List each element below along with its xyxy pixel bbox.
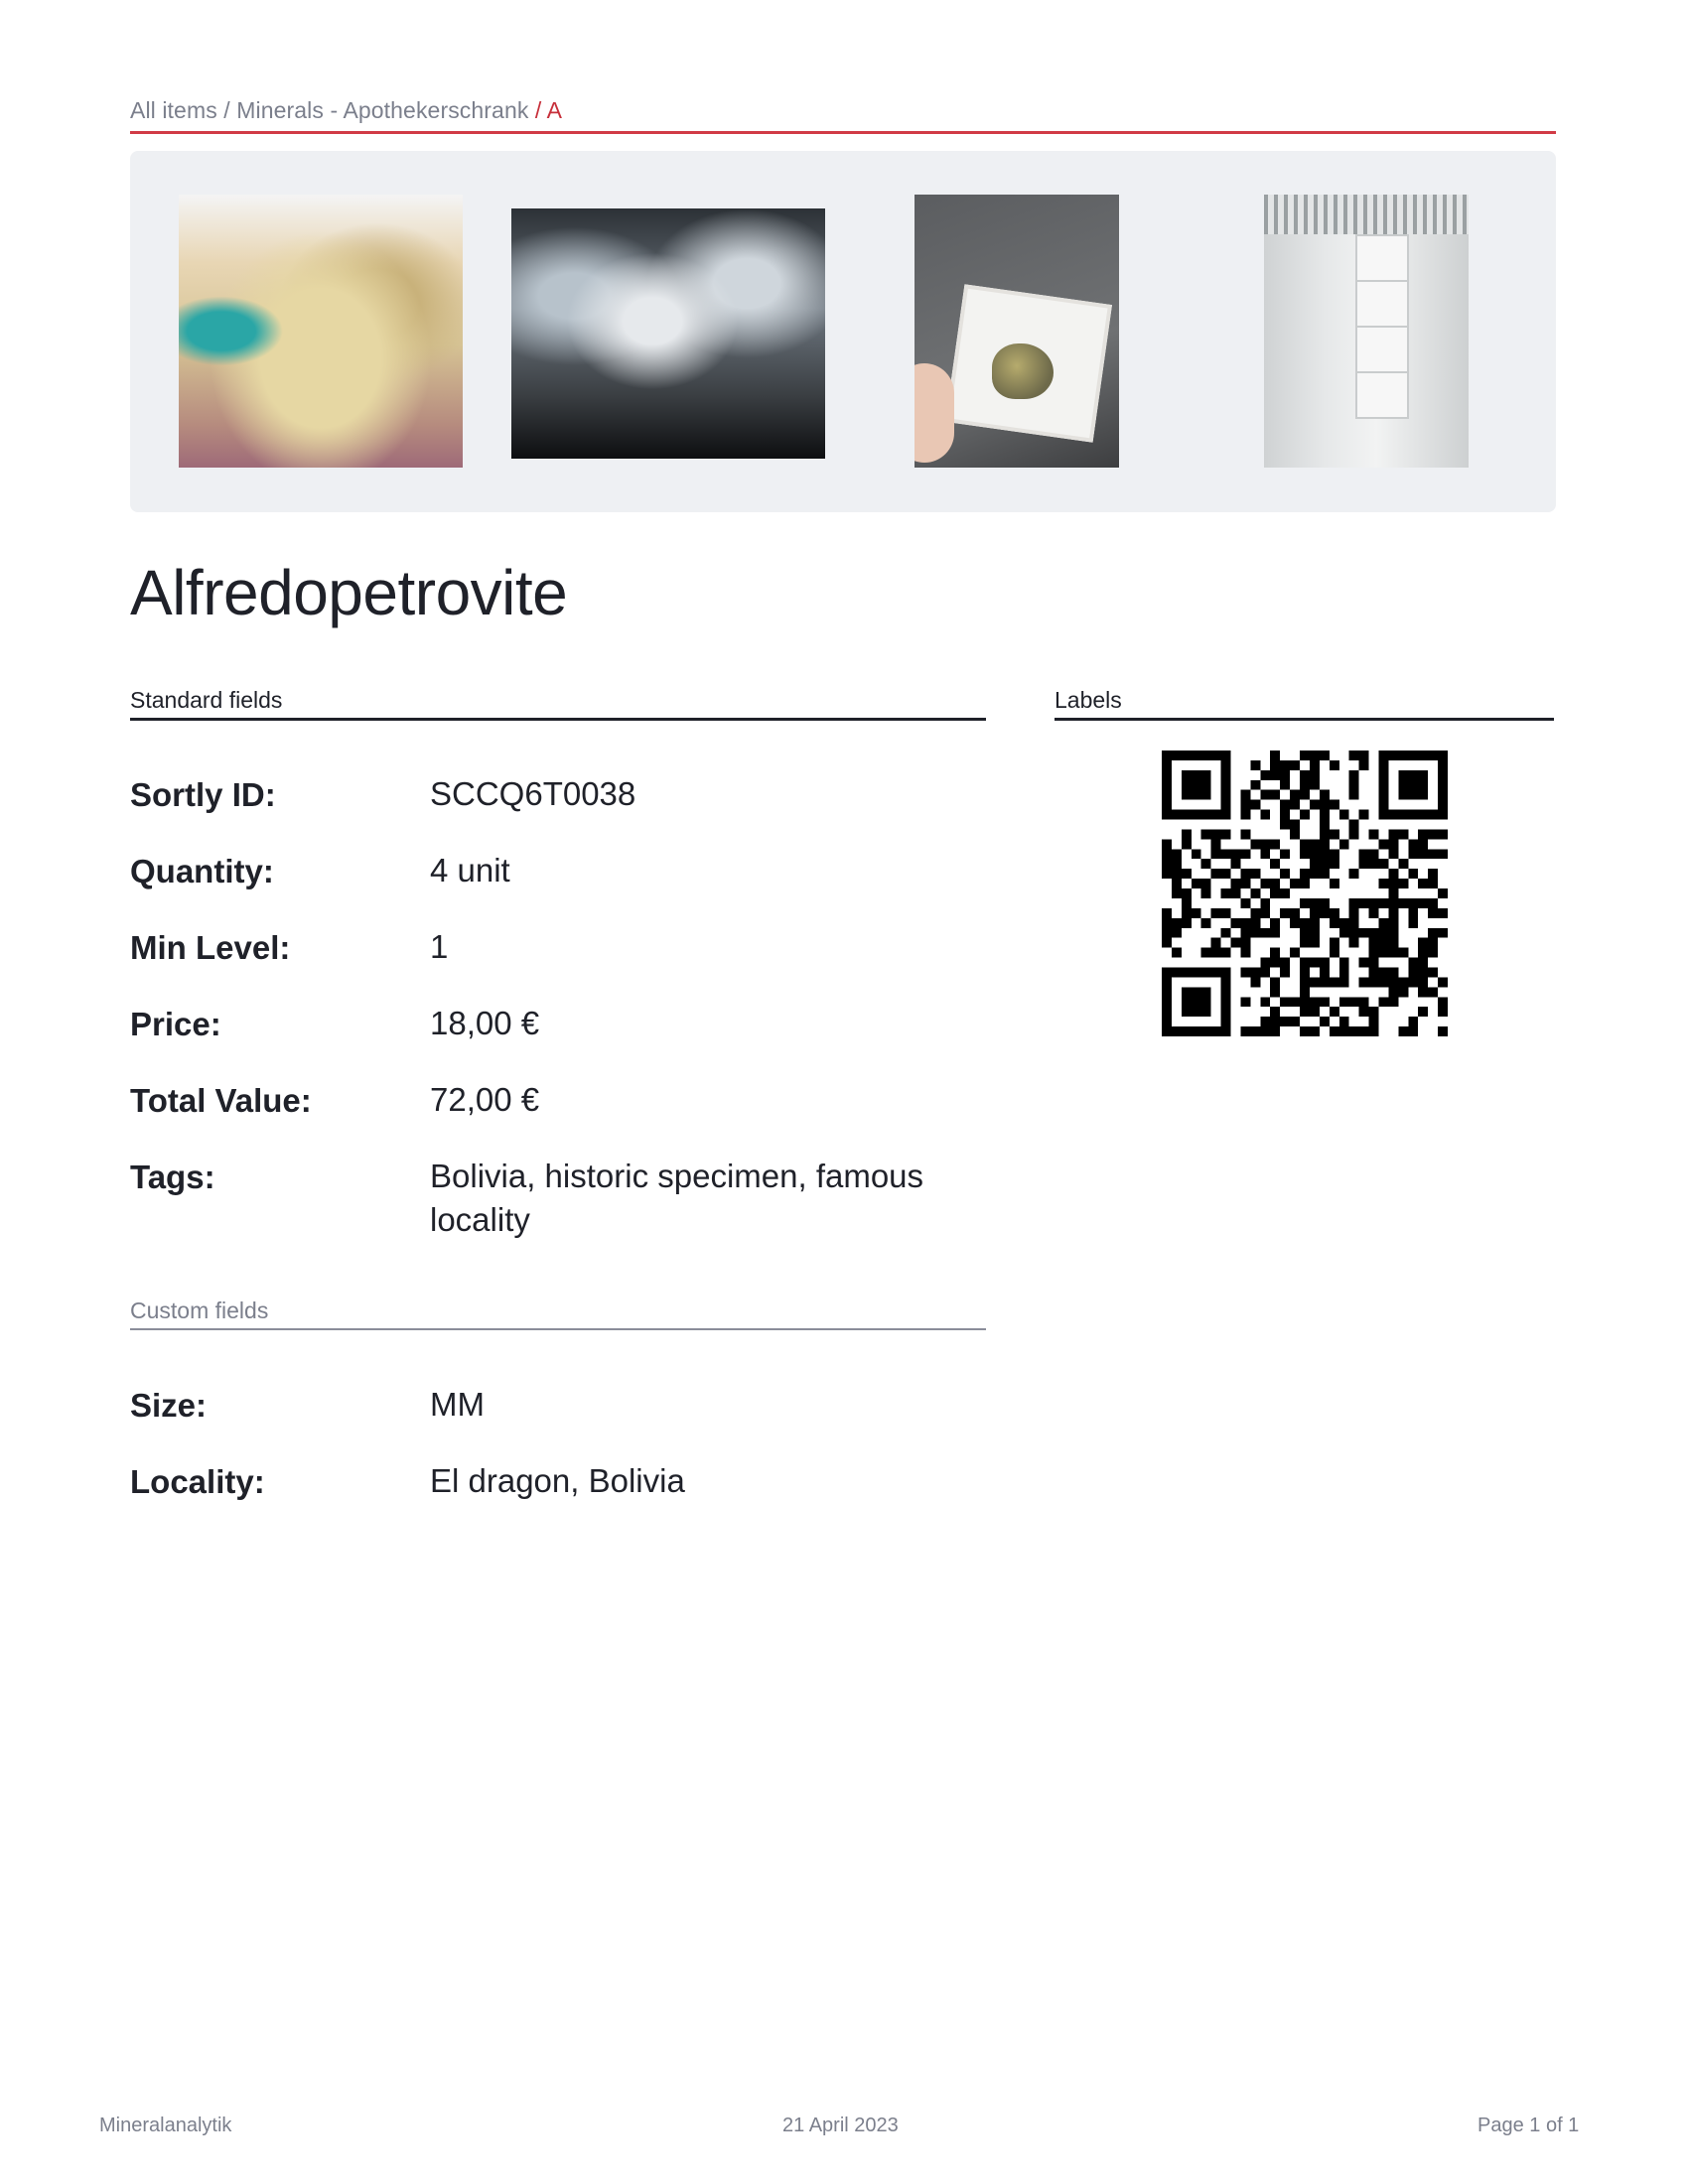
photo-thumbnail-2[interactable] (511, 208, 825, 459)
item-title: Alfredopetrovite (130, 557, 568, 628)
breadcrumb (130, 97, 1556, 124)
field-label-quantity: Quantity: (130, 853, 274, 889)
breadcrumb-current[interactable]: A (546, 97, 563, 123)
field-label-locality: Locality: (130, 1463, 265, 1500)
specimen-rock (992, 343, 1054, 399)
field-value-size: MM (430, 1386, 485, 1423)
drawer-vents (1264, 195, 1469, 234)
drawer-slot (1355, 280, 1409, 328)
field-label-price: Price: (130, 1006, 221, 1042)
field-label-size: Size: (130, 1387, 208, 1424)
field-value-tags: Bolivia, historic specimen, famous locality (430, 1158, 924, 1238)
field-label-tags: Tags: (130, 1159, 215, 1195)
field-value-sortly-id: SCCQ6T0038 (430, 775, 636, 812)
standard-fields-heading: Standard fields (130, 687, 283, 713)
field-value-quantity: 4 unit (430, 852, 510, 888)
footer-company: Mineralanalytik (99, 2115, 232, 2136)
custom-fields-rule (130, 1328, 986, 1330)
drawer-slot (1355, 371, 1409, 419)
breadcrumb-rule (130, 131, 1556, 134)
standard-fields-rule (130, 718, 986, 721)
footer-date: 21 April 2023 (782, 2115, 899, 2136)
footer-page-number: Page 1 of 1 (1477, 2115, 1580, 2136)
hand (914, 363, 954, 463)
drawer-slot (1355, 326, 1409, 373)
breadcrumb-separator: / (528, 97, 547, 123)
photo-thumbnail-4[interactable] (1264, 195, 1469, 468)
field-value-min-level: 1 (430, 928, 449, 965)
field-label-sortly-id: Sortly ID: (130, 776, 276, 813)
drawer-slot (1355, 234, 1409, 282)
qr-code-icon[interactable] (1162, 751, 1448, 1036)
custom-fields-heading: Custom fields (130, 1297, 269, 1323)
photo-gallery (130, 151, 1556, 512)
field-value-locality: El dragon, Bolivia (430, 1462, 685, 1499)
field-label-total-value: Total Value: (130, 1082, 312, 1119)
field-label-min-level: Min Level: (130, 929, 291, 966)
field-value-price: 18,00 € (430, 1005, 540, 1041)
photo-thumbnail-1[interactable] (179, 195, 463, 468)
field-value-total-value: 72,00 € (430, 1081, 540, 1118)
photo-thumbnail-3[interactable] (914, 195, 1119, 468)
labels-heading: Labels (1055, 687, 1122, 713)
labels-rule (1055, 718, 1554, 721)
breadcrumb-path[interactable]: All items / Minerals - Apothekerschrank (130, 97, 529, 123)
